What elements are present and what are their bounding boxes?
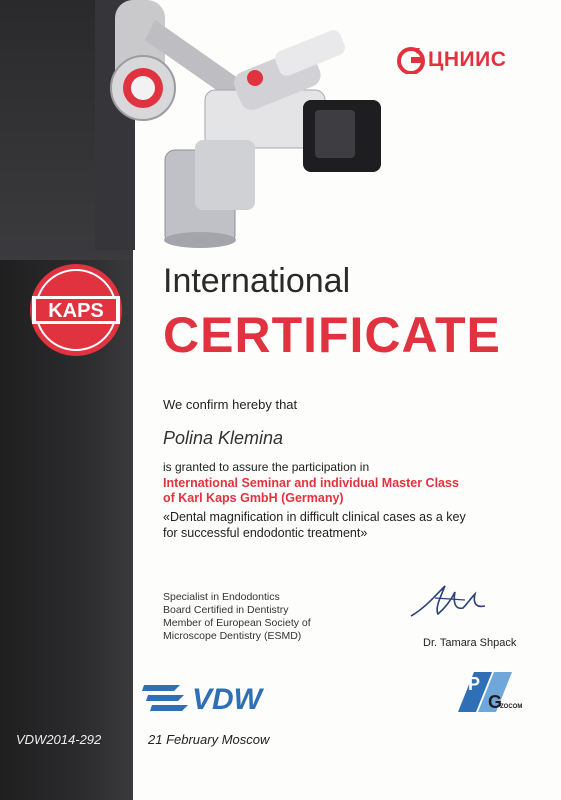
topic-line-2: for successful endodontic treatment» (163, 526, 368, 540)
pg-logo (452, 668, 532, 714)
cniis-text: ЦНИИС (428, 48, 507, 71)
credential-line: Microscope Dentistry (ESMD) (163, 630, 302, 642)
topic-line-1: «Dental magnification in difficult clinical cases as a key (163, 510, 466, 524)
title-certificate: CERTIFICATE (163, 307, 501, 363)
seminar-title (163, 476, 459, 506)
vdw-logo (140, 675, 270, 715)
credential-line: Board Certified in Dentistry (163, 604, 289, 616)
credential-line: Member of European Society of (163, 617, 311, 629)
date-and-place: 21 February Moscow (148, 732, 270, 747)
signer-credentials (163, 591, 311, 643)
seminar-line-2: of Karl Kaps GmbH (Germany) (163, 491, 344, 505)
cniis-logo (396, 46, 506, 74)
confirm-text: We confirm hereby that (163, 397, 298, 412)
title-international: International (163, 262, 351, 300)
svg-text:G: G (488, 692, 503, 712)
microscope-illustration (95, 0, 385, 250)
recipient-name: Polina Klemina (163, 428, 284, 448)
svg-text:ZOCOM: ZOCOM (500, 704, 523, 710)
cniis-emblem-icon (396, 46, 428, 74)
handwritten-signature (405, 578, 495, 623)
credential-line: Specialist in Endodontics (163, 591, 280, 603)
svg-text:P: P (468, 674, 481, 694)
svg-text:VDW: VDW (192, 683, 262, 715)
granted-text: is granted to assure the participation in (163, 460, 370, 474)
svg-text:KAPS: KAPS (48, 300, 104, 322)
kaps-logo (28, 262, 124, 358)
seminar-line-1: International Seminar and individual Master Class (163, 476, 459, 490)
certificate-number: VDW2014-292 (16, 732, 102, 747)
topic-text (163, 509, 466, 541)
signer-name: Dr. Tamara Shpack (423, 637, 517, 649)
